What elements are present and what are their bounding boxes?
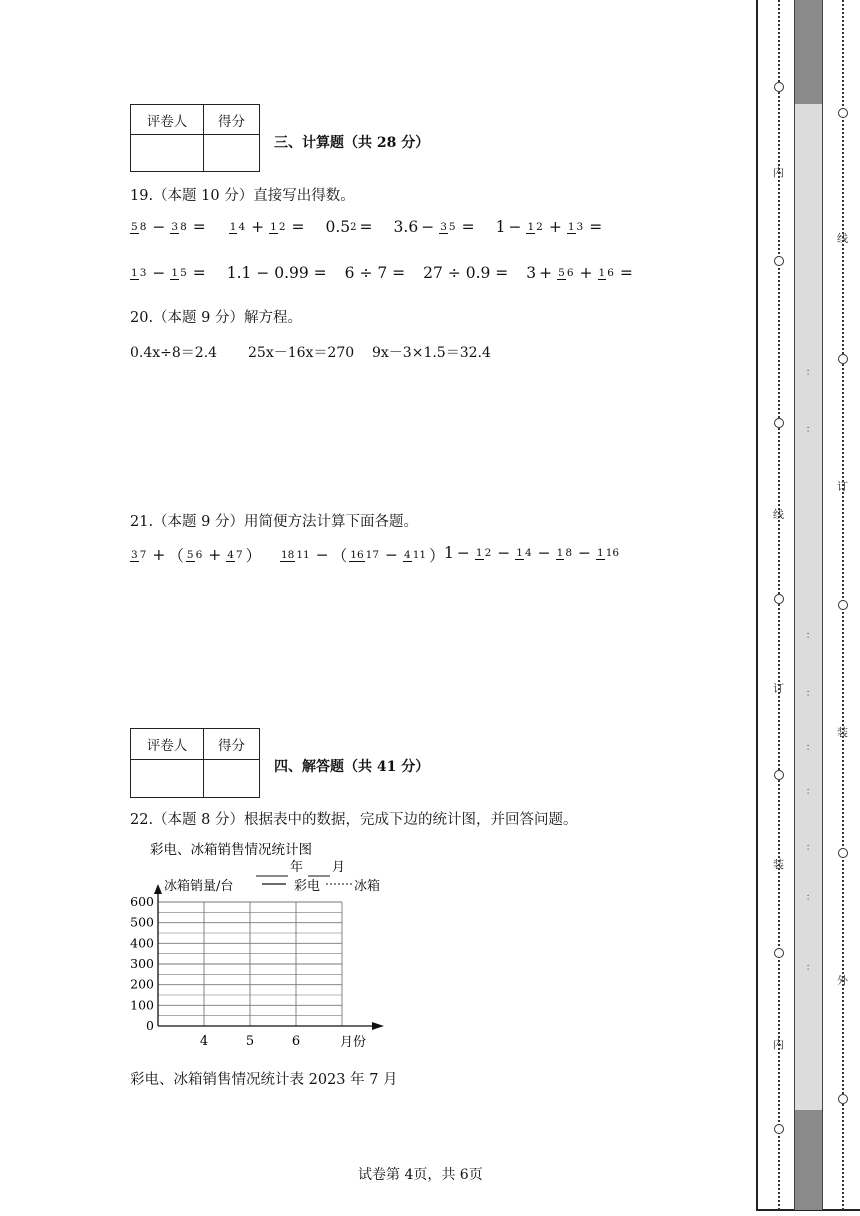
fraction: 1 3 bbox=[131, 267, 147, 279]
q21-problem1: 3 7 + （ 5 6 + 4 7 ） bbox=[131, 546, 262, 565]
chart-ylabel: 冰箱销量/台 bbox=[164, 879, 234, 894]
binding-hole bbox=[838, 1094, 848, 1104]
y-tick-label: 400 bbox=[130, 935, 154, 951]
reviewer-label: 评卷人 bbox=[131, 729, 204, 760]
fraction: 1 6 bbox=[598, 267, 614, 279]
binding-hole bbox=[774, 948, 784, 958]
binding-hole bbox=[774, 418, 784, 428]
section4-title: 四、解答题（共 41 分） bbox=[274, 759, 430, 775]
binding-label-inner: 内 bbox=[773, 166, 784, 179]
binding-hole bbox=[838, 600, 848, 610]
fraction: 5 6 bbox=[186, 549, 203, 561]
score-label: 得分 bbox=[204, 105, 260, 135]
binding-hole bbox=[774, 256, 784, 266]
binding-label-outer: 订 bbox=[837, 480, 848, 493]
fraction: 1 4 bbox=[516, 547, 532, 559]
binding-label-outer: 装 bbox=[837, 726, 848, 739]
fraction: 1 2 bbox=[270, 221, 286, 233]
grader-table-section4 bbox=[130, 728, 260, 798]
binding-hole bbox=[774, 82, 784, 92]
inner-dotted-line bbox=[778, 0, 780, 1210]
band-dot: ： bbox=[806, 631, 816, 641]
q20-eq3: 9x－3×1.5＝32.4 bbox=[372, 345, 491, 361]
gray-band-top bbox=[794, 0, 822, 104]
page-footer: 试卷第 4页，共 6页 bbox=[358, 1167, 483, 1183]
score-label: 得分 bbox=[204, 729, 260, 760]
fraction: 1 16 bbox=[597, 547, 620, 559]
q21-problem2: 18 11 − （ 16 17 − 4 11 ） bbox=[281, 546, 445, 565]
band-dot: ： bbox=[806, 368, 816, 378]
fraction: 4 7 bbox=[227, 549, 243, 561]
fraction: 18 11 bbox=[281, 549, 310, 561]
band-border-left bbox=[794, 0, 795, 1210]
chart-year-label: 年 bbox=[290, 860, 304, 875]
q22-prompt: 22.（本题 8 分）根据表中的数据，完成下边的统计图，并回答问题。 bbox=[130, 812, 578, 828]
band-dot: ： bbox=[806, 843, 816, 853]
binding-label-inner: 线 bbox=[773, 508, 784, 521]
binding-label-outer: 线 bbox=[837, 232, 848, 245]
fraction: 4 11 bbox=[404, 549, 427, 561]
fraction: 1 4 bbox=[229, 221, 246, 233]
binding-strip bbox=[756, 0, 860, 1216]
gray-band-bottom bbox=[794, 1110, 822, 1210]
q19-row1: 5 8 − 3 8 = 1 4 + 1 2 = 0.5 2 = 3.6 − 3 5 = 1 − 1 2 + 1 3 = bbox=[131, 218, 603, 236]
band-dot: ： bbox=[806, 689, 816, 699]
band-dot: ： bbox=[806, 787, 816, 797]
legend-solid-label: 彩电 bbox=[294, 879, 321, 894]
band-border-right bbox=[822, 0, 823, 1210]
legend-dashed-label: 冰箱 bbox=[354, 879, 381, 894]
x-tick-label: 4 bbox=[199, 1034, 209, 1049]
y-tick-label: 300 bbox=[130, 956, 154, 971]
binding-hole bbox=[838, 848, 848, 858]
fraction: 3 7 bbox=[131, 549, 147, 561]
binding-hole bbox=[774, 770, 784, 780]
chart-grid bbox=[158, 902, 342, 1026]
fraction: 1 8 bbox=[556, 547, 572, 559]
binding-hole bbox=[838, 354, 848, 364]
binding-label-outer: 外 bbox=[837, 974, 848, 987]
band-dot: ： bbox=[806, 963, 816, 973]
y-tick-label: 100 bbox=[130, 997, 154, 1013]
fraction: 1 2 bbox=[527, 221, 543, 233]
reviewer-label: 评卷人 bbox=[131, 105, 204, 135]
band-dot: ： bbox=[806, 893, 816, 903]
section3-title: 三、计算题（共 28 分） bbox=[274, 135, 430, 151]
chart-title: 彩电、冰箱销售情况统计图 bbox=[150, 842, 312, 858]
chart-yticks bbox=[130, 894, 154, 1033]
fraction: 3 8 bbox=[171, 221, 187, 233]
binding-hole bbox=[838, 108, 848, 118]
fraction: 5 8 bbox=[131, 221, 147, 233]
x-axis-arrow bbox=[372, 1022, 384, 1030]
reviewer-cell[interactable] bbox=[131, 760, 204, 798]
x-tick-label: 6 bbox=[291, 1034, 301, 1049]
binding-label-inner: 内 bbox=[773, 1038, 784, 1051]
fraction: 1 3 bbox=[567, 221, 584, 233]
q19-prompt: 19.（本题 10 分）直接写出得数。 bbox=[130, 188, 355, 204]
y-axis-arrow bbox=[154, 884, 162, 894]
q20-prompt: 20.（本题 9 分）解方程。 bbox=[130, 310, 303, 326]
q21-problem3: 1 − 1 2 − 1 4 − 1 8 − 1 16 bbox=[444, 544, 620, 562]
q20-eq2: 25x－16x＝270 bbox=[248, 345, 355, 361]
q19-row2: 1 3 − 1 5 = 1.1 − 0.99 = 6 ÷ 7 = 27 ÷ 0.9 = 3 + 5 6 + 1 6 = bbox=[131, 264, 633, 282]
fraction: 1 5 bbox=[171, 267, 187, 279]
y-tick-label: 200 bbox=[130, 976, 154, 992]
fraction: 3 5 bbox=[440, 221, 456, 233]
binding-label-inner: 装 bbox=[773, 858, 784, 871]
q21-prompt: 21.（本题 9 分）用简便方法计算下面各题。 bbox=[130, 514, 419, 530]
chart-month-label: 月 bbox=[332, 860, 346, 875]
score-cell[interactable] bbox=[204, 760, 260, 798]
band-dot: ： bbox=[806, 743, 816, 753]
y-tick-label: 0 bbox=[146, 1018, 154, 1033]
grader-table-section3 bbox=[130, 104, 260, 172]
fraction: 16 17 bbox=[350, 549, 380, 561]
y-tick-label: 600 bbox=[130, 894, 154, 909]
binding-label-inner: 订 bbox=[773, 682, 784, 695]
fraction: 1 2 bbox=[475, 547, 492, 559]
binding-hole bbox=[774, 1124, 784, 1134]
y-tick-label: 500 bbox=[130, 914, 154, 930]
binding-hole bbox=[774, 594, 784, 604]
table-caption: 彩电、冰箱销售情况统计表 2023 年 7 月 bbox=[130, 1072, 398, 1088]
reviewer-cell[interactable] bbox=[131, 135, 204, 172]
fraction: 5 6 bbox=[558, 267, 574, 279]
chart-xlabel: 月份 bbox=[340, 1035, 367, 1050]
band-dot: ： bbox=[806, 425, 816, 435]
chart-xticks bbox=[200, 1034, 300, 1049]
score-cell[interactable] bbox=[204, 135, 260, 172]
sales-line-chart bbox=[120, 834, 410, 1056]
x-tick-label: 5 bbox=[245, 1034, 255, 1049]
outer-border-left bbox=[756, 0, 758, 1210]
q20-eq1: 0.4x÷8＝2.4 bbox=[130, 345, 218, 361]
